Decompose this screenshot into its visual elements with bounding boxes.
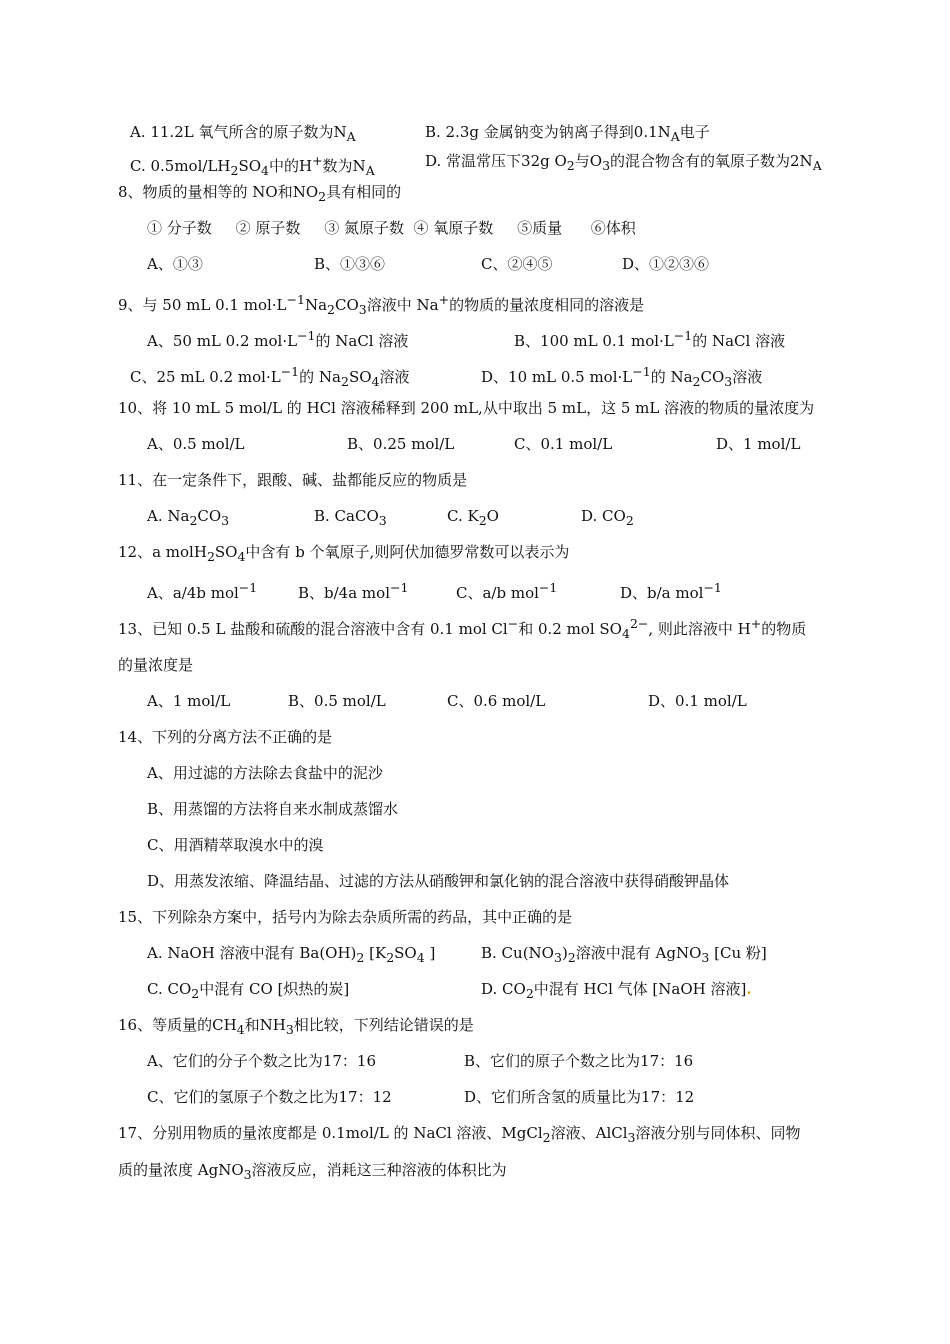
q16-option-a: A、它们的分子个数之比为17：16: [147, 1052, 377, 1070]
q7-option-c: C. $0.5mol/LH_2SO_4$中的H+数为$N_A$: [130, 153, 375, 178]
q8-option-b: B、①③⑥: [314, 255, 386, 273]
q11-option-b: B. CaCO$_3$: [314, 507, 387, 528]
q12-option-d: D、b/a mol$^{-1}$: [620, 580, 722, 602]
q12-option-c: C、a/b mol$^{-1}$: [456, 580, 558, 602]
q15-stem: 15、下列除杂方案中，括号内为除去杂质所需的药品，其中正确的是: [118, 908, 573, 926]
q11-option-d: D. $CO_2$: [581, 507, 634, 528]
q13-option-c: C、0.6 mol/L: [447, 692, 546, 710]
q8-items: ① 分子数 ② 原子数 ③ 氮原子数 ④ 氧原子数 ⑤质量 ⑥体积: [147, 219, 636, 237]
q10-option-d: D、1 mol/L: [716, 435, 801, 453]
q7-option-a: A. 11.2L 氧气所含的原子数为$N_A$: [130, 123, 356, 144]
q13-stem-line2: 的量浓度是: [118, 656, 194, 674]
stray-dot-mark: .: [746, 980, 752, 998]
q11-option-c: C. $K_2O$: [447, 507, 499, 528]
q16-stem: 16、等质量的$CH_4$和$NH_3$相比较，下列结论错误的是: [118, 1016, 474, 1037]
q12-option-b: B、b/4a mol$^{-1}$: [298, 580, 409, 602]
q13-option-d: D、0.1 mol/L: [648, 692, 747, 710]
q13-stem-line1: 13、已知 0.5 L 盐酸和硫酸的混合溶液中含有 0.1 mol Cl−和 0.2 mol $SO_4^{2-}$, 则此溶液中 H+的物质: [118, 616, 807, 641]
q14-stem: 14、下列的分离方法不正确的是: [118, 728, 333, 746]
q10-stem: 10、将 10 mL 5 mol/L 的 HCl 溶液稀释到 200 mL,从中取出 5 mL，这 5 mL 溶液的物质的量浓度为: [118, 399, 815, 417]
q16-option-d: D、它们所含氢的质量比为17：12: [464, 1088, 695, 1106]
q8-option-a: A、①③: [147, 255, 203, 273]
q16-option-b: B、它们的原子个数之比为17：16: [464, 1052, 694, 1070]
q15-option-b: B. $Cu(NO_3)_2$溶液中混有 AgNO$_3$ [Cu 粉]: [481, 944, 767, 965]
q15-option-a: A. NaOH 溶液中混有 $Ba(OH)_2$ [$K_2SO_4$ ]: [147, 944, 436, 965]
q9-option-a: A、50 mL 0.2 $mol\cdot L^{-1}$的 NaCl 溶液: [147, 328, 409, 350]
q15-option-c: C. $CO_2$中混有 CO [炽热的炭]: [147, 980, 350, 1001]
q9-option-b: B、100 mL 0.1 $mol\cdot L^{-1}$的 NaCl 溶液: [514, 328, 786, 350]
q15-option-d: D. $CO_2$中混有 HCl 气体 [NaOH 溶液].: [481, 980, 752, 1001]
q9-option-c: C、25 mL 0.2 $mol\cdot L^{-1}$的 $Na_2SO_4$溶液: [130, 364, 410, 389]
q14-option-a: A、用过滤的方法除去食盐中的泥沙: [147, 764, 383, 782]
q10-option-c: C、0.1 mol/L: [514, 435, 613, 453]
q12-stem: 12、a $molH_2SO_4$中含有 b 个氧原子,则阿伏加德罗常数可以表示为: [118, 543, 570, 564]
q7-option-d: D. 常温常压下32g $O_2$与$O_3$的混合物含有的氧原子数为$2N_A$: [425, 152, 822, 173]
q14-option-d: D、用蒸发浓缩、降温结晶、过滤的方法从硝酸钾和氯化钠的混合溶液中获得硝酸钾晶体: [147, 872, 730, 890]
q16-option-c: C、它们的氢原子个数之比为17：12: [147, 1088, 392, 1106]
q12-option-a: A、a/4b mol$^{-1}$: [147, 580, 258, 602]
q17-stem-line2: 质的量浓度 AgNO$_3$溶液反应，消耗这三种溶液的体积比为: [118, 1161, 507, 1182]
q13-option-b: B、0.5 mol/L: [288, 692, 386, 710]
q10-option-a: A、0.5 mol/L: [147, 435, 245, 453]
q8-option-d: D、①②③⑥: [622, 255, 710, 273]
q13-option-a: A、1 mol/L: [147, 692, 231, 710]
q9-stem: 9、与 50 mL 0.1 $mol\cdot L^{-1}Na_2CO_3$溶液中 Na+的物质的量浓度相同的溶液是: [118, 292, 645, 317]
q11-stem: 11、在一定条件下，跟酸、碱、盐都能反应的物质是: [118, 471, 468, 489]
q14-option-b: B、用蒸馏的方法将自来水制成蒸馏水: [147, 800, 399, 818]
q14-option-c: C、用酒精萃取溴水中的溴: [147, 836, 324, 854]
q11-option-a: A. $Na_2CO_3$: [147, 507, 230, 528]
q8-stem: 8、物质的量相等的 NO和$NO_2$具有相同的: [118, 183, 402, 204]
q7-option-b: B. 2.3g 金属钠变为钠离子得到$0.1N_A$电子: [425, 123, 710, 144]
q9-option-d: D、10 mL 0.5 $mol\cdot L^{-1}$的 $Na_2CO_3$溶液: [481, 364, 763, 389]
q17-stem-line1: 17、分别用物质的量浓度都是 0.1mol/L 的 NaCl 溶液、MgCl$_2$溶液、AlCl$_3$溶液分别与同体积、同物: [118, 1124, 801, 1145]
q10-option-b: B、0.25 mol/L: [347, 435, 455, 453]
q8-option-c: C、②④⑤: [481, 255, 553, 273]
